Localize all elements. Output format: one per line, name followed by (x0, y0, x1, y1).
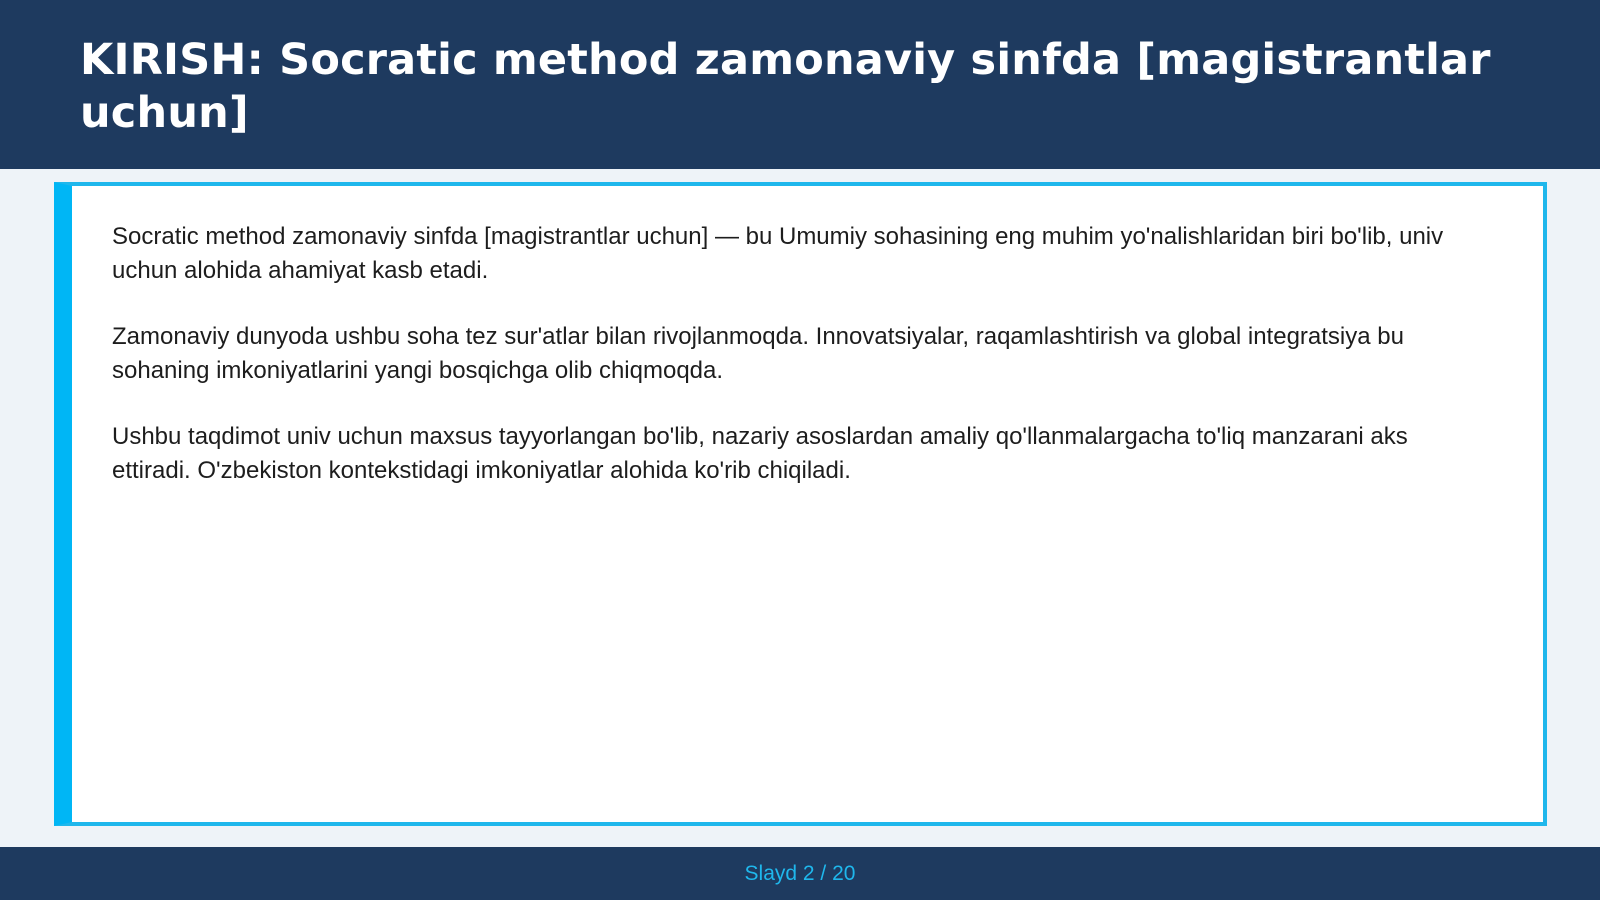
content-paragraph-2: Zamonaviy dunyoda ushbu soha tez sur'atlar bilan rivojlanmoqda. Innovatsiyalar, raqamlashtirish va global integratsiya bu sohaning imkoniyatlarini yangi bosqichga olib chiqmoqda. (112, 323, 1404, 384)
slide-title: KIRISH: Socratic method zamonaviy sinfda [magistrantlar uchun] (80, 35, 1491, 138)
slide-counter: Slayd 2 / 20 (744, 861, 856, 885)
content-paragraph-3: Ushbu taqdimot univ uchun maxsus tayyorlangan bo'lib, nazariy asoslardan amaliy qo'llanmalargacha to'liq manzarani aks ettiradi. O'zbekiston kontekstidagi imkoniyatlar alohida ko'rib chiqiladi. (112, 423, 1408, 484)
content-card (54, 182, 1547, 826)
slide-footer (0, 847, 1600, 900)
slide-header (0, 0, 1600, 169)
content-paragraph-1: Socratic method zamonaviy sinfda [magistrantlar uchun] — bu Umumiy sohasining eng muhim yo'nalishlaridan biri bo'lib, univ uchun alohida ahamiyat kasb etadi. (112, 223, 1444, 284)
